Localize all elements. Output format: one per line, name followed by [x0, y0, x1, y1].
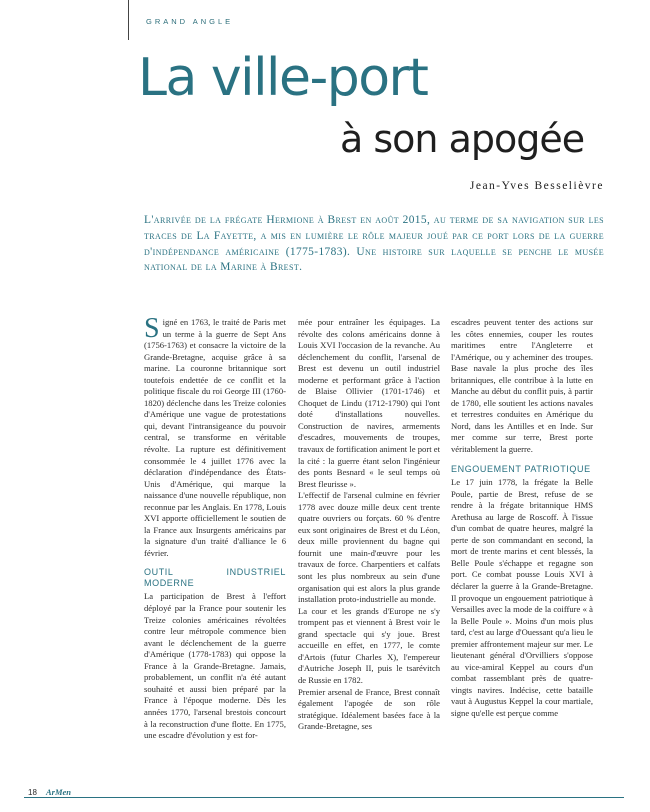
- drop-cap: S: [144, 313, 160, 344]
- magazine-logo: ArMen: [46, 787, 72, 797]
- article-subtitle: à son apogée: [340, 117, 585, 161]
- header-rule: [128, 0, 129, 40]
- paragraph: La cour et les grands d'Europe ne s'y trompent pas et viennent à Brest voir le grand spectacle qui s'y joue. Brest accueille en effet, en 1777, le comte d'Artois (futur Charles X), l'empereur d'Autriche Joseph II, puis le tsarévitch de Russie en 1782.: [298, 605, 440, 685]
- paragraph: L'effectif de l'arsenal culmine en février 1778 avec douze mille deux cent trente quatre ouvriers ou forçats. 60 % d'entre eux sont originaires de Brest et du Léon, deux mille proviennent du bagne qui fournit une main-d'œuvre pour les travaux de force. Charpentiers et calfats sont les plus nombreux au sein d'une organisation qui est alors la plus grande installation proto-industrielle au monde.: [298, 490, 440, 605]
- article-title: La ville-port: [138, 48, 428, 108]
- paragraph: Premier arsenal de France, Brest connaît également l'apogée de son rôle stratégique. Idéalement basées face à la Grande-Bretagne, ses: [298, 686, 440, 732]
- paragraph: escadres peuvent tenter des actions sur les côtes ennemies, couper les routes maritimes entre l'Angleterre et l'Amérique, ou y acheminer des troupes. Base navale la plus proche des îles britanniques, elle contribue à la lutte en Manche au début du conflit puis, à partir de 1780, elle soutient les actions navales et terrestres conduites en Amérique du Nord, dans les Antilles et en Inde. Sur mer comme sur terre, Brest porte véritablement la guerre.: [451, 317, 593, 455]
- text-column-1: [144, 313, 286, 742]
- section-label: GRAND ANGLE: [146, 17, 234, 26]
- paragraph: La participation de Brest à l'effort déployé par la France pour soutenir les Treize colonies américaines révoltées contre leur métropole commence bien avant le déclenchement de la guerre d'Amérique (1778-1783) qui oppose la France à la Grande-Bretagne. Jamais, probablement, un conflit n'a été autant souhaité et aussi bien préparé par la France à l'époque moderne. Dès les années 1770, l'arsenal brestois concourt à la reconstruction d'une flotte. En 1775, une escadre d'évolution y est for-: [144, 591, 286, 741]
- page-number: 18: [28, 788, 37, 797]
- text-column-2: [298, 317, 440, 733]
- text-column-3: [451, 317, 593, 720]
- footer-rule: [24, 797, 624, 798]
- author-byline: Jean-Yves Besselièvre: [469, 180, 604, 192]
- paragraph: mée pour entraîner les équipages. La révolte des colons américains donne à Louis XVI l'occasion de la revanche. Au déclenchement du conflit, l'arsenal de Brest est devenu un outil industriel moderne et performant grâce à l'action de Blaise Ollivier (1701-1746) et Choquet de Lindu (1712-1790) qui l'ont doté d'installations nouvelles. Construction de navires, armements d'escadres, mouvements de troupes, travaux de fortification animent le port et la cité : la guerre étant selon l'ingénieur des ponts Besnard « le seul temps où Brest fleurisse ».: [298, 317, 440, 489]
- paragraph: Le 17 juin 1778, la frégate la Belle Poule, partie de Brest, refuse de se rendre à la frégate britannique HMS Arethusa au large de Roscoff. À l'issue d'un combat de quatre heures, malgré la perte de son commandant en second, la mort de trente marins et cent blessés, la Belle Poule s'échappe et regagne son port. Ce combat pousse Louis XVI à déclarer la guerre à la Grande-Bretagne. Il provoque un engouement patriotique à Versailles avec la mode de la coiffure « à la Belle Poule ». Moins d'un mois plus tard, c'est au large d'Ouessant qu'a lieu le premier affrontement majeur sur mer. Le lieutenant général d'Orvilliers s'oppose au vice-amiral Keppel au cours d'un combat rassemblant près de quatre-vingts navires. Indécise, cette bataille vaut à Augustus Keppel la cour martiale, signe qu'elle est perçue comme: [451, 477, 593, 718]
- subheading: OUTIL INDUSTRIEL MODERNE: [144, 567, 286, 588]
- paragraph-text: igné en 1763, le traité de Paris met un terme à la guerre de Sept Ans (1756-1763) et consacre la victoire de la Grande-Bretagne, acquise grâce à sa marine. La couronne britannique sort toutefois endettée de ce conflit et la politique fiscale du roi George III (1760-1820) déclenche dans les Treize colonies d'Amérique une vague de protestations qui, devant l'intransigeance du pouvoir central, se transforme en véritable révolte. La rupture est définitivement consommée le 4 juillet 1776 avec la déclaration d'indépendance des États-Unis d'Amérique, qui marque la naissance d'une nouvelle république, non reconnue par les Anglais. En 1778, Louis XVI apporte officiellement le soutien de la France aux Insurgents américains par la signature d'un traité d'alliance le 6 février.: [144, 317, 286, 558]
- article-lede: L'arrivée de la frégate Hermione à Brest en août 2015, au terme de sa navigation sur les traces de La Fayette, a mis en lumière le rôle majeur joué par ce port lors de la guerre d'indépendance américaine (1775-1783). Une histoire sur laquelle se penche le musée national de la Marine à Brest.: [144, 214, 604, 274]
- paragraph: [144, 313, 286, 559]
- subheading: ENGOUEMENT PATRIOTIQUE: [451, 463, 591, 474]
